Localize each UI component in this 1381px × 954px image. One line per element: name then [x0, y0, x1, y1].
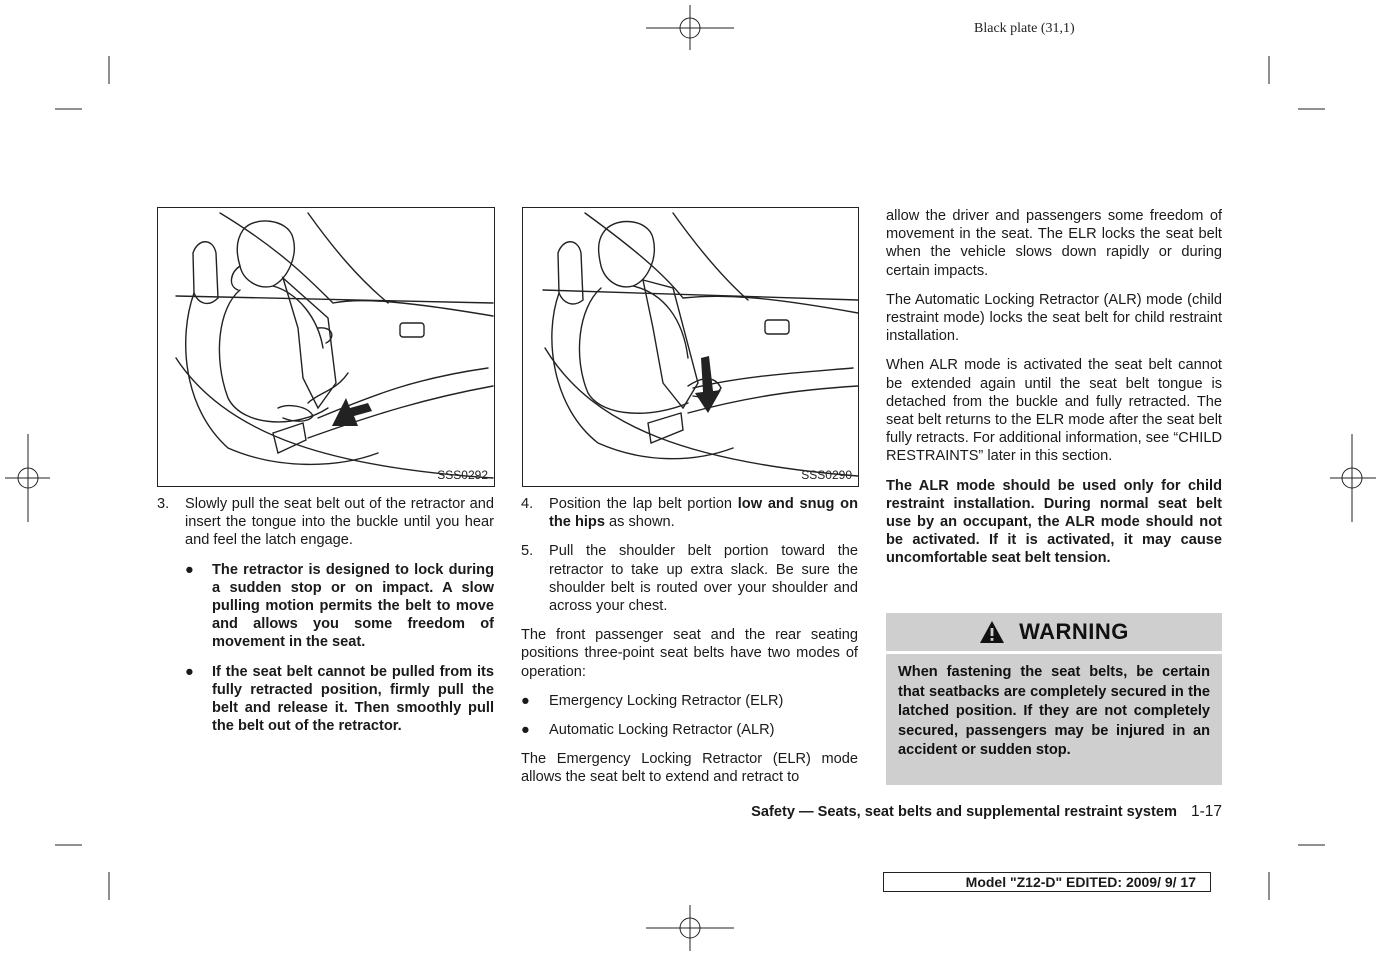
mode-text: Automatic Locking Retractor (ALR) [549, 722, 775, 739]
warning-text: When fastening the seat belts, be certain that seatbacks are completely secured in the latched position. If they are not completely secured, passengers may be injured in an accident or sudden stop. [886, 654, 1222, 785]
page-number: 1-17 [1190, 803, 1222, 820]
step-text: Slowly pull the seat belt out of the retractor and insert the tongue into the buckle until you hear and feel the latch engage. [185, 496, 494, 549]
figure-sss0292 [157, 207, 495, 487]
step-text: Pull the shoulder belt portion toward the retractor to take up extra slack. Be sure the shoulder belt is routed over your shoulder and across your chest. [549, 543, 858, 615]
bullet-item [185, 663, 494, 736]
step-5 [521, 542, 858, 615]
mode-item [521, 692, 858, 710]
step-number: 4. [521, 496, 534, 512]
bullet-icon: ● [185, 561, 194, 578]
figure-code: SSS0292 [437, 468, 488, 482]
section-title: Safety — Seats, seat belts and supplemental restraint system [751, 804, 1177, 820]
step-3 [157, 495, 494, 550]
step-text-start: Position the lap belt portion [549, 496, 738, 512]
warning-triangle-icon [979, 620, 1005, 644]
column-1 [157, 495, 494, 746]
bold-paragraph: The ALR mode should be used only for child restraint installation. During normal seat belt use by an occupant, the ALR mode should not be activated. If it is activated, it may cause uncomfortable seat belt tension. [886, 477, 1222, 567]
model-edition-box: Model "Z12-D" EDITED: 2009/ 9/ 17 [883, 872, 1211, 892]
plate-label: Black plate (31,1) [974, 21, 1075, 36]
paragraph: The front passenger seat and the rear seating positions three-point seat belts have two modes of operation: [521, 627, 858, 680]
paragraph: allow the driver and passengers some freedom of movement in the seat. The ELR locks the seat belt when the vehicle slows down rapidly or during certain impacts. [886, 208, 1222, 279]
bullet-icon: ● [185, 663, 194, 680]
step-number: 5. [521, 543, 534, 560]
step-text [549, 495, 858, 531]
bullet-icon: ● [521, 722, 530, 739]
bullet-item [185, 561, 494, 652]
step-4 [521, 495, 858, 531]
page-footer [700, 803, 1222, 821]
step-text-end: as shown. [604, 514, 675, 531]
column-3 [886, 207, 1222, 579]
step-text-emphasis: low and snug on the hips [549, 496, 858, 531]
bullet-text: If the seat belt cannot be pulled from its fully retracted position, firmly pull the belt and release it. Then smoothly pull the belt out of the retractor. [212, 663, 494, 735]
mode-item [521, 721, 858, 739]
figure-sss0290 [522, 207, 859, 487]
warning-header [886, 613, 1222, 651]
paragraph: When ALR mode is activated the seat belt cannot be extended again until the seat belt tongue is detached from the buckle and fully retracted. The seat belt returns to the ELR mode after the seat belt fully retracts. For additional information, see “CHILD RESTRAINTS” later in this section. [886, 357, 1222, 465]
warning-title: WARNING [1019, 619, 1129, 644]
column-2 [521, 495, 858, 798]
seatbelt-illustration [523, 208, 858, 486]
mode-text: Emergency Locking Retractor (ELR) [549, 692, 784, 709]
bullet-icon: ● [521, 692, 530, 709]
bullet-text: The retractor is designed to lock during a sudden stop or on impact. A slow pulling motion permits the belt to move and allows you some freedom of movement in the seat. [212, 561, 494, 651]
paragraph: The Emergency Locking Retractor (ELR) mode allows the seat belt to extend and retract to [521, 751, 858, 786]
seatbelt-illustration [158, 208, 494, 486]
paragraph: The Automatic Locking Retractor (ALR) mode (child restraint mode) locks the seat belt for child restraint installation. [886, 291, 1222, 345]
figure-code: SSS0290 [801, 468, 852, 482]
step-number: 3. [157, 496, 170, 512]
